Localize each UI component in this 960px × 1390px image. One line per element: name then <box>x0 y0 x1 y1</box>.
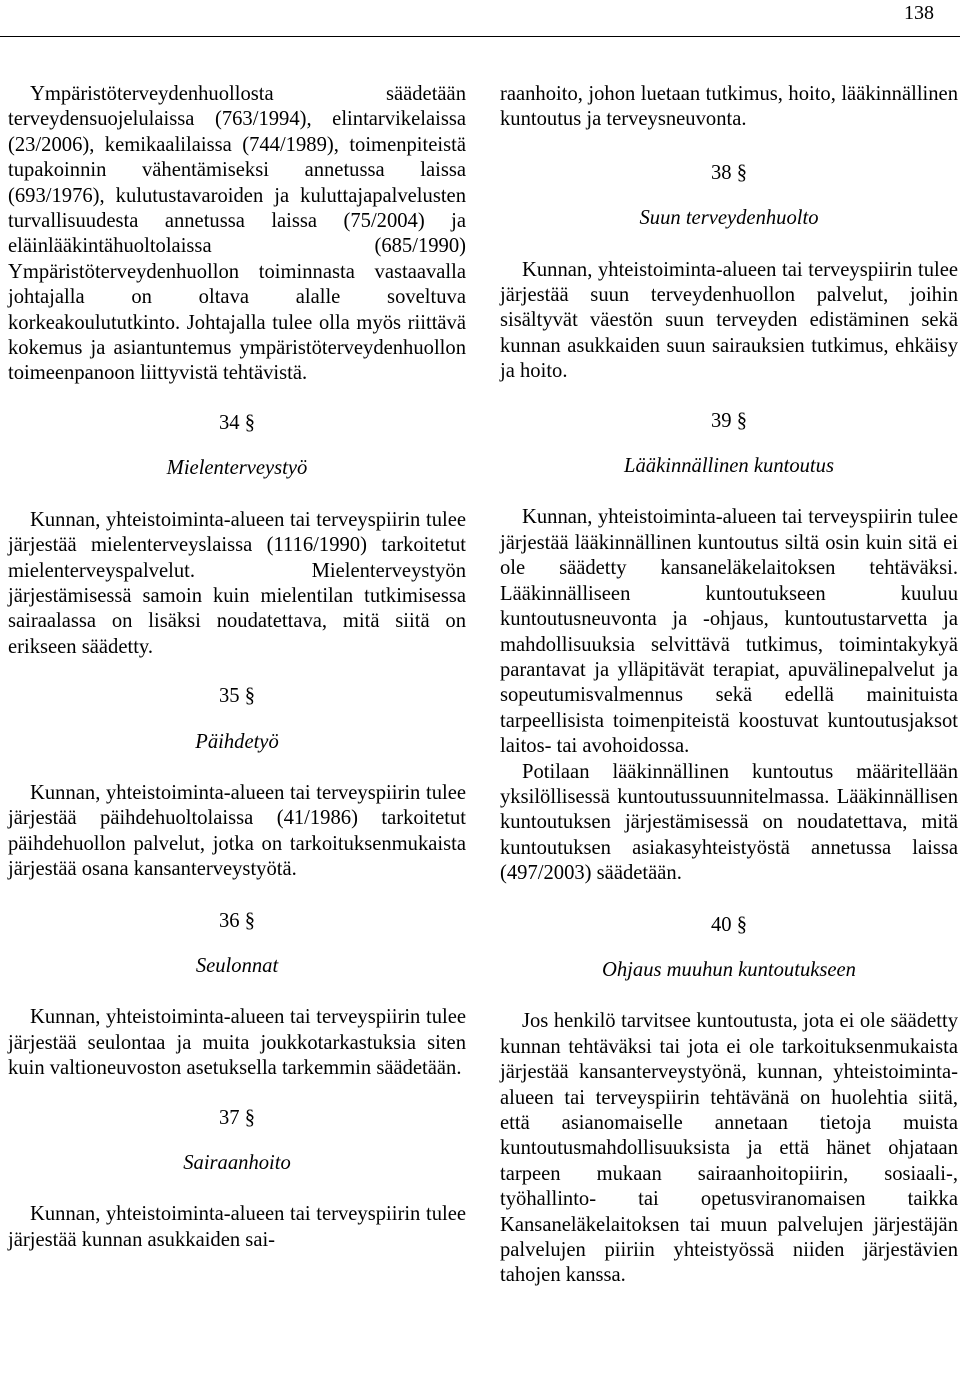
section-number-35: 35 § <box>218 685 256 708</box>
right-column <box>500 82 958 1289</box>
section-number-34: 34 § <box>218 411 256 434</box>
section-text-34: Kunnan, yhteistoiminta-alueen tai terveyspiirin tulee järjestää mielenterveyslaissa (1116/1990) tarkoitetut mielenterveyspalvelut. Mielenterveystyön järjestämisessä samoin kuin mielentilan tutkimisessa sairaalassa on lisäksi noudatettava, mitä siitä on erikseen säädetty. <box>8 508 466 658</box>
section-title-36: Seulonnat <box>195 954 279 977</box>
section-number-36: 36 § <box>218 909 256 932</box>
section-number-37: 37 § <box>218 1106 256 1129</box>
left-column <box>8 82 466 1253</box>
section-title-40: Ohjaus muuhun kuntoutukseen <box>602 958 856 981</box>
section-text-39-p2: Potilaan lääkinnällinen kuntoutus määritellään yksilöllisessä kuntoutussuunnitelmassa. Lääkinnällisen kuntoutuksen järjestämisessä on noudatettava, mitä kuntoutuksen asiakasyhteistyöstä annetussa laissa (497/2003) säädetään. <box>500 760 958 885</box>
section-number-40: 40 § <box>710 913 748 936</box>
section-number-39: 39 § <box>710 409 748 432</box>
intro-paragraph: Ympäristöterveydenhuollosta säädetään terveydensuojelulaissa (763/1994), elintarvikelaissa (23/2006), kemikaalilaissa (744/1989), toimenpiteistä tupakoinnin vähentämiseksi annetussa laissa (693/1976), kulutustavaroiden ja kuluttajapalvelusten turvallisuudesta annetussa laissa (75/2004) ja eläinlääkintähuoltolaissa (685/1990) Ympäristöterveydenhuollon toiminnasta vastaavalla johtajalla on oltava alalle soveltuva korkeakoulututkinto. Johtajalla tulee olla myös riittävä kokemus ja asiantuntemus ympäristöterveydenhuollon toimeenpanoon liittyvistä tehtävistä. <box>8 83 466 385</box>
section-text-37: Kunnan, yhteistoiminta-alueen tai terveyspiirin tulee järjestää kunnan asukkaiden sai- <box>8 1203 466 1251</box>
section-text-39-p1: Kunnan, yhteistoiminta-alueen tai terveyspiirin tulee järjestää lääkinnällinen kuntoutus siltä osin kuin sitä ei ole säädetty kansaneläkelaitoksen tehtäväksi. Lääkinnälliseen kuntoutukseen kuuluu kuntoutusneuvonta ja -ohjaus, kuntoutustarvetta ja mahdollisuuksia selvittävä tutkimus, toimintakykyä parantavat ja ylläpitävät terapiat, apuvälinepalvelut ja sopeutumisvalmennus sekä edellä mainituista tarpeellisista toimenpiteistä koostuvat kuntoutusjaksot laitos- tai avohoidossa. <box>500 506 958 758</box>
section-text-38: Kunnan, yhteistoiminta-alueen tai terveyspiirin tulee järjestää suun terveydenhuollon palvelut, joihin sisältyvät väestön suun terveyden edistäminen sekä kunnan asukkaiden suun sairauksien tutkimus, ehkäisy ja hoito. <box>500 258 958 383</box>
section-text-36: Kunnan, yhteistoiminta-alueen tai terveyspiirin tulee järjestää seulontaa ja muita joukkotarkastuksia siten kuin valtioneuvoston asetuksella tarkemmin säädetään. <box>8 1006 466 1080</box>
section-title-35: Päihdetyö <box>195 730 279 753</box>
continuation-paragraph: raanhoito, johon luetaan tutkimus, hoito, lääkinnällinen kuntoutus ja terveysneuvonta. <box>500 83 958 131</box>
section-title-38: Suun terveydenhuolto <box>639 207 819 230</box>
header-rule <box>0 36 960 37</box>
section-number-38: 38 § <box>710 161 748 184</box>
page-number: 138 <box>904 2 934 24</box>
section-title-39: Lääkinnällinen kuntoutus <box>624 455 834 478</box>
section-text-35: Kunnan, yhteistoiminta-alueen tai terveyspiirin tulee järjestää päihdehuoltolaissa (41/1986) tarkoitetut päihdehuollon palvelut, jotka on tarkoituksenmukaista järjestää osana kansanterveystyötä. <box>8 781 466 881</box>
section-title-34: Mielenterveystyö <box>166 457 308 480</box>
section-text-40: Jos henkilö tarvitsee kuntoutusta, jota ei ole säädetty kunnan tehtäväksi tai jota ei ole tarkoituksenmukaista järjestää kansanterveystyönä, kunnan, yhteistoiminta-alueen tai terveyspiirin tehtävänä on huolehtia siitä, että asianomaiselle annetaan tietoja muista kuntoutusmahdollisuuksista ja että hänet ohjataan tarpeen mukaan sairaanhoitopiirin, sosiaali-, työhallinto- tai opetusviranomaisen taikka Kansaneläkelaitoksen tai muun palvelujen järjestäjän palvelujen piiriin yhteistyössä niiden järjestävien tahojen kanssa. <box>500 1010 958 1287</box>
section-title-37: Sairaanhoito <box>183 1152 291 1174</box>
